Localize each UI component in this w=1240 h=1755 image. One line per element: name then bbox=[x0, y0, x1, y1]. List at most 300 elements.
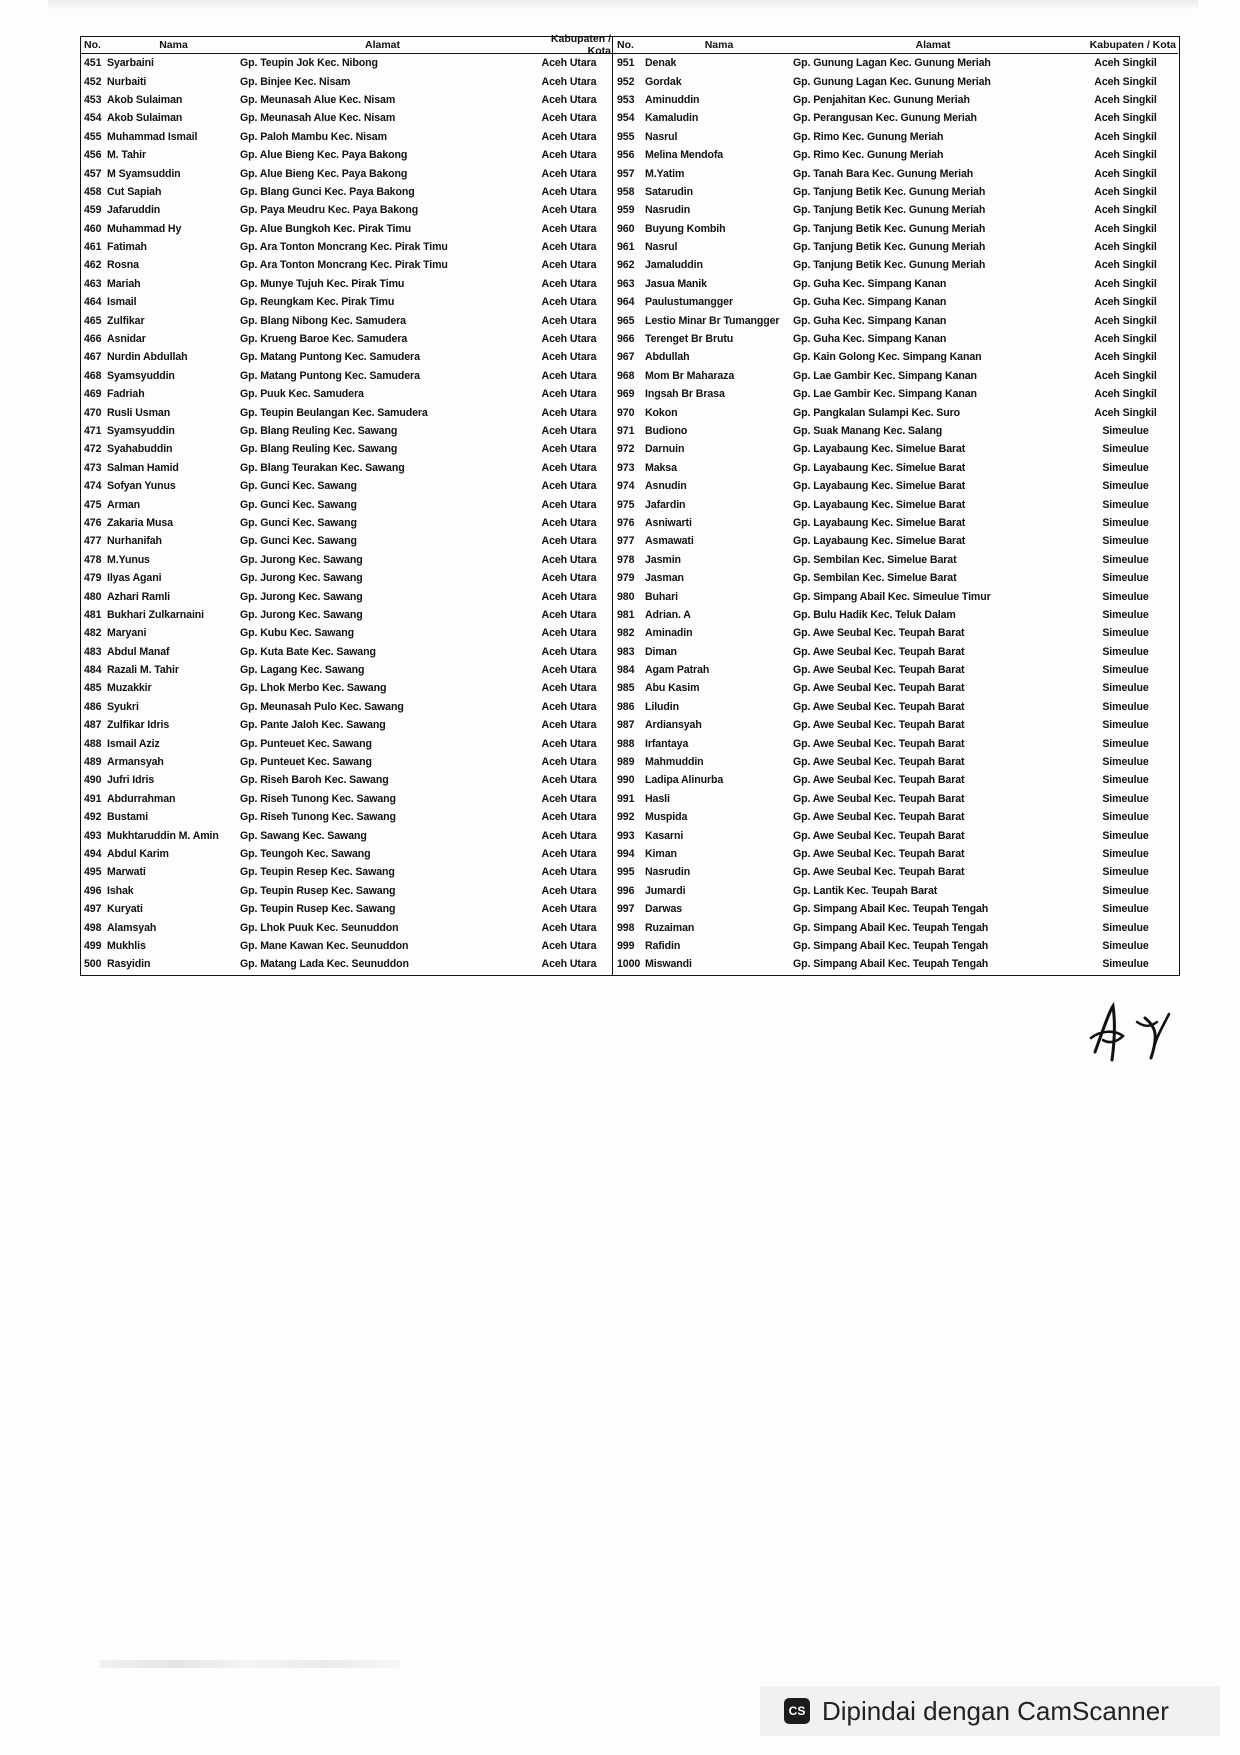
row-alamat: Gp. Ara Tonton Moncrang Kec. Pirak Timu bbox=[240, 241, 448, 254]
table-body-right bbox=[613, 54, 1178, 974]
row-kabupaten: Simeulue bbox=[1102, 866, 1149, 879]
row-kabupaten: Simeulue bbox=[1102, 443, 1149, 456]
row-nama: Rosna bbox=[107, 259, 139, 272]
row-alamat: Gp. Tanjung Betik Kec. Gunung Meriah bbox=[793, 241, 986, 254]
row-nama: Darwas bbox=[645, 903, 683, 916]
row-no: 969 bbox=[617, 388, 635, 401]
row-no: 974 bbox=[617, 480, 635, 493]
row-kabupaten: Simeulue bbox=[1102, 461, 1149, 474]
table-row bbox=[613, 495, 1178, 513]
row-no: 463 bbox=[84, 277, 102, 290]
row-kabupaten: Simeulue bbox=[1102, 700, 1149, 713]
row-no: 977 bbox=[617, 535, 635, 548]
table-row bbox=[613, 403, 1178, 421]
row-nama: Abdul Manaf bbox=[107, 645, 170, 658]
row-no: 477 bbox=[84, 535, 102, 548]
row-no: 967 bbox=[617, 351, 635, 364]
row-kabupaten: Aceh Utara bbox=[541, 553, 597, 566]
row-nama: Jasman bbox=[645, 572, 684, 585]
row-nama: Ingsah Br Brasa bbox=[645, 388, 725, 401]
row-kabupaten: Simeulue bbox=[1102, 774, 1149, 787]
row-no: 455 bbox=[84, 130, 102, 143]
row-no: 459 bbox=[84, 204, 102, 217]
row-nama: Diman bbox=[645, 645, 677, 658]
table-row bbox=[81, 440, 612, 458]
row-alamat: Gp. Simpang Abail Kec. Simeulue Timur bbox=[793, 590, 991, 603]
camscanner-watermark bbox=[760, 1686, 1220, 1736]
row-no: 990 bbox=[617, 774, 635, 787]
row-nama: Abdurrahman bbox=[107, 792, 176, 805]
table-row bbox=[613, 146, 1178, 164]
row-kabupaten: Aceh Singkil bbox=[1094, 222, 1157, 235]
row-kabupaten: Aceh Singkil bbox=[1094, 112, 1157, 125]
row-no: 492 bbox=[84, 811, 102, 824]
table-row bbox=[613, 109, 1178, 127]
row-alamat: Gp. Awe Seubal Kec. Teupah Barat bbox=[793, 847, 965, 860]
table-row bbox=[81, 459, 612, 477]
row-kabupaten: Aceh Utara bbox=[541, 75, 597, 88]
row-alamat: Gp. Simpang Abail Kec. Teupah Tengah bbox=[793, 958, 989, 971]
row-no: 966 bbox=[617, 333, 635, 346]
row-nama: Rafidin bbox=[645, 939, 681, 952]
table-row bbox=[81, 643, 612, 661]
row-no: 467 bbox=[84, 351, 102, 364]
table-row bbox=[613, 937, 1178, 955]
row-nama: Salman Hamid bbox=[107, 461, 179, 474]
table-row bbox=[81, 201, 612, 219]
row-alamat: Gp. Guha Kec. Simpang Kanan bbox=[793, 277, 947, 290]
row-alamat: Gp. Lhok Merbo Kec. Sawang bbox=[240, 682, 387, 695]
table-header-left bbox=[81, 33, 612, 57]
row-nama: Nasrul bbox=[645, 130, 678, 143]
table-row bbox=[81, 661, 612, 679]
row-alamat: Gp. Kuta Bate Kec. Sawang bbox=[240, 645, 376, 658]
row-alamat: Gp. Lantik Kec. Teupah Barat bbox=[793, 884, 938, 897]
row-alamat: Gp. Teungoh Kec. Sawang bbox=[240, 847, 371, 860]
row-nama: Lestio Minar Br Tumangger bbox=[645, 314, 780, 327]
row-no: 986 bbox=[617, 700, 635, 713]
table-row bbox=[613, 201, 1178, 219]
row-alamat: Gp. Tanjung Betik Kec. Gunung Meriah bbox=[793, 185, 986, 198]
row-no: 472 bbox=[84, 443, 102, 456]
row-no: 985 bbox=[617, 682, 635, 695]
table-row bbox=[81, 311, 612, 329]
row-kabupaten: Aceh Utara bbox=[541, 406, 597, 419]
row-alamat: Gp. Tanah Bara Kec. Gunung Meriah bbox=[793, 167, 974, 180]
row-alamat: Gp. Simpang Abail Kec. Teupah Tengah bbox=[793, 903, 989, 916]
row-nama: Jamaluddin bbox=[645, 259, 703, 272]
row-alamat: Gp. Gunung Lagan Kec. Gunung Meriah bbox=[793, 57, 991, 70]
row-nama: Syahabuddin bbox=[107, 443, 173, 456]
row-nama: Mahmuddin bbox=[645, 756, 704, 769]
row-kabupaten: Aceh Singkil bbox=[1094, 167, 1157, 180]
row-nama: Miswandi bbox=[645, 958, 692, 971]
row-no: 493 bbox=[84, 829, 102, 842]
row-kabupaten: Aceh Utara bbox=[541, 590, 597, 603]
row-nama: Marwati bbox=[107, 866, 146, 879]
table-row bbox=[81, 385, 612, 403]
row-alamat: Gp. Alue Bieng Kec. Paya Bakong bbox=[240, 149, 408, 162]
row-no: 984 bbox=[617, 664, 635, 677]
row-kabupaten: Aceh Utara bbox=[541, 737, 597, 750]
row-alamat: Gp. Awe Seubal Kec. Teupah Barat bbox=[793, 682, 965, 695]
row-kabupaten: Aceh Utara bbox=[541, 296, 597, 309]
table-row bbox=[613, 643, 1178, 661]
row-no: 480 bbox=[84, 590, 102, 603]
table-row bbox=[613, 220, 1178, 238]
table-row bbox=[613, 164, 1178, 182]
table-row bbox=[613, 955, 1178, 973]
row-kabupaten: Simeulue bbox=[1102, 884, 1149, 897]
row-alamat: Gp. Awe Seubal Kec. Teupah Barat bbox=[793, 829, 965, 842]
row-kabupaten: Simeulue bbox=[1102, 645, 1149, 658]
table-row bbox=[613, 679, 1178, 697]
row-alamat: Gp. Awe Seubal Kec. Teupah Barat bbox=[793, 645, 965, 658]
row-no: 487 bbox=[84, 719, 102, 732]
row-no: 475 bbox=[84, 498, 102, 511]
row-alamat: Gp. Jurong Kec. Sawang bbox=[240, 590, 363, 603]
row-nama: Kasarni bbox=[645, 829, 684, 842]
table-row bbox=[81, 937, 612, 955]
row-nama: Jafaruddin bbox=[107, 204, 161, 217]
row-kabupaten: Aceh Utara bbox=[541, 829, 597, 842]
table-body-left bbox=[81, 54, 612, 974]
row-alamat: Gp. Tanjung Betik Kec. Gunung Meriah bbox=[793, 259, 986, 272]
row-kabupaten: Aceh Utara bbox=[541, 572, 597, 585]
row-kabupaten: Aceh Utara bbox=[541, 792, 597, 805]
row-no: 500 bbox=[84, 958, 102, 971]
row-no: 489 bbox=[84, 756, 102, 769]
table-row bbox=[81, 495, 612, 513]
row-alamat: Gp. Awe Seubal Kec. Teupah Barat bbox=[793, 756, 965, 769]
row-nama: Asmawati bbox=[645, 535, 694, 548]
row-kabupaten: Aceh Singkil bbox=[1094, 388, 1157, 401]
table-row bbox=[81, 624, 612, 642]
header-kabupaten: Kabupaten / Kota bbox=[550, 33, 611, 57]
row-no: 995 bbox=[617, 866, 635, 879]
row-nama: Zakaria Musa bbox=[107, 516, 173, 529]
table-row bbox=[81, 587, 612, 605]
header-alamat: Alamat bbox=[364, 39, 400, 51]
row-no: 991 bbox=[617, 792, 635, 805]
row-no: 479 bbox=[84, 572, 102, 585]
row-alamat: Gp. Rimo Kec. Gunung Meriah bbox=[793, 149, 944, 162]
row-alamat: Gp. Riseh Tunong Kec. Sawang bbox=[240, 792, 396, 805]
row-no: 490 bbox=[84, 774, 102, 787]
table-row bbox=[81, 54, 612, 72]
table-row bbox=[81, 882, 612, 900]
table-right-half bbox=[613, 37, 1178, 975]
row-nama: Muhammad Hy bbox=[107, 222, 182, 235]
row-kabupaten: Simeulue bbox=[1102, 535, 1149, 548]
row-kabupaten: Aceh Utara bbox=[541, 130, 597, 143]
row-alamat: Gp. Guha Kec. Simpang Kanan bbox=[793, 314, 947, 327]
table-row bbox=[613, 900, 1178, 918]
row-no: 456 bbox=[84, 149, 102, 162]
row-nama: Bukhari Zulkarnaini bbox=[107, 608, 204, 621]
row-nama: Buyung Kombih bbox=[645, 222, 726, 235]
row-alamat: Gp. Gunci Kec. Sawang bbox=[240, 516, 357, 529]
row-no: 452 bbox=[84, 75, 102, 88]
row-alamat: Gp. Layabaung Kec. Simelue Barat bbox=[793, 480, 966, 493]
row-nama: M. Tahir bbox=[107, 149, 147, 162]
table-row bbox=[613, 183, 1178, 201]
row-nama: Bustami bbox=[107, 811, 149, 824]
table-row bbox=[613, 753, 1178, 771]
row-nama: Muhammad Ismail bbox=[107, 130, 198, 143]
row-no: 953 bbox=[617, 93, 635, 106]
row-no: 955 bbox=[617, 130, 635, 143]
row-no: 956 bbox=[617, 149, 635, 162]
row-kabupaten: Simeulue bbox=[1102, 921, 1149, 934]
row-nama: Darnuin bbox=[645, 443, 685, 456]
row-alamat: Gp. Teupin Jok Kec. Nibong bbox=[240, 57, 378, 70]
row-no: 999 bbox=[617, 939, 635, 952]
row-alamat: Gp. Riseh Baroh Kec. Sawang bbox=[240, 774, 389, 787]
row-kabupaten: Aceh Singkil bbox=[1094, 185, 1157, 198]
row-kabupaten: Aceh Singkil bbox=[1094, 406, 1157, 419]
row-nama: Jasmin bbox=[645, 553, 681, 566]
row-kabupaten: Simeulue bbox=[1102, 939, 1149, 952]
row-no: 454 bbox=[84, 112, 102, 125]
row-alamat: Gp. Perangusan Kec. Gunung Meriah bbox=[793, 112, 977, 125]
table-row bbox=[81, 275, 612, 293]
row-alamat: Gp. Matang Puntong Kec. Samudera bbox=[240, 369, 420, 382]
row-kabupaten: Aceh Utara bbox=[541, 498, 597, 511]
row-no: 993 bbox=[617, 829, 635, 842]
scan-smudge bbox=[100, 1660, 400, 1668]
row-nama: Mukhlis bbox=[107, 939, 146, 952]
row-no: 483 bbox=[84, 645, 102, 658]
row-no: 496 bbox=[84, 884, 102, 897]
row-kabupaten: Aceh Utara bbox=[541, 93, 597, 106]
table-row bbox=[81, 918, 612, 936]
row-nama: Rusli Usman bbox=[107, 406, 171, 419]
row-kabupaten: Simeulue bbox=[1102, 480, 1149, 493]
row-alamat: Gp. Pante Jaloh Kec. Sawang bbox=[240, 719, 386, 732]
row-nama: Abu Kasim bbox=[645, 682, 700, 695]
row-alamat: Gp. Awe Seubal Kec. Teupah Barat bbox=[793, 774, 965, 787]
row-nama: Fadriah bbox=[107, 388, 145, 401]
row-alamat: Gp. Teupin Rusep Kec. Sawang bbox=[240, 903, 396, 916]
table-row bbox=[613, 293, 1178, 311]
row-alamat: Gp. Matang Lada Kec. Seunuddon bbox=[240, 958, 409, 971]
row-no: 988 bbox=[617, 737, 635, 750]
table-row bbox=[613, 845, 1178, 863]
row-no: 973 bbox=[617, 461, 635, 474]
row-no: 464 bbox=[84, 296, 102, 309]
row-nama: Muzakkir bbox=[107, 682, 152, 695]
row-kabupaten: Aceh Singkil bbox=[1094, 296, 1157, 309]
row-alamat: Gp. Kain Golong Kec. Simpang Kanan bbox=[793, 351, 982, 364]
row-kabupaten: Aceh Utara bbox=[541, 719, 597, 732]
row-no: 980 bbox=[617, 590, 635, 603]
row-no: 976 bbox=[617, 516, 635, 529]
table-row bbox=[613, 918, 1178, 936]
row-alamat: Gp. Ara Tonton Moncrang Kec. Pirak Timu bbox=[240, 259, 448, 272]
table-row bbox=[613, 863, 1178, 881]
row-nama: Maryani bbox=[107, 627, 147, 640]
row-no: 970 bbox=[617, 406, 635, 419]
row-alamat: Gp. Krueng Baroe Kec. Samudera bbox=[240, 333, 408, 346]
row-nama: Maksa bbox=[645, 461, 677, 474]
row-no: 461 bbox=[84, 241, 102, 254]
table-row bbox=[613, 771, 1178, 789]
row-alamat: Gp. Penjahitan Kec. Gunung Meriah bbox=[793, 93, 970, 106]
table-row bbox=[81, 771, 612, 789]
table-row bbox=[81, 109, 612, 127]
row-nama: Abdul Karim bbox=[107, 847, 169, 860]
row-no: 470 bbox=[84, 406, 102, 419]
row-kabupaten: Aceh Singkil bbox=[1094, 149, 1157, 162]
row-nama: Ismail bbox=[107, 296, 137, 309]
row-alamat: Gp. Reungkam Kec. Pirak Timu bbox=[240, 296, 395, 309]
table-row bbox=[613, 440, 1178, 458]
row-nama: Liludin bbox=[645, 700, 680, 713]
row-no: 989 bbox=[617, 756, 635, 769]
row-nama: Azhari Ramli bbox=[107, 590, 170, 603]
row-nama: Syukri bbox=[107, 700, 139, 713]
row-alamat: Gp. Meunasah Alue Kec. Nisam bbox=[240, 93, 396, 106]
row-nama: Melina Mendofa bbox=[645, 149, 724, 162]
table-row bbox=[613, 238, 1178, 256]
row-alamat: Gp. Blang Gunci Kec. Paya Bakong bbox=[240, 185, 415, 198]
row-no: 992 bbox=[617, 811, 635, 824]
table-row bbox=[613, 661, 1178, 679]
row-alamat: Gp. Paloh Mambu Kec. Nisam bbox=[240, 130, 387, 143]
header-nama: Nama bbox=[159, 39, 188, 51]
row-nama: Agam Patrah bbox=[645, 664, 710, 677]
row-kabupaten: Aceh Singkil bbox=[1094, 204, 1157, 217]
table-row bbox=[81, 146, 612, 164]
table-row bbox=[81, 403, 612, 421]
row-nama: Denak bbox=[645, 57, 677, 70]
row-kabupaten: Simeulue bbox=[1102, 572, 1149, 585]
row-nama: Arman bbox=[107, 498, 141, 511]
table-row bbox=[81, 164, 612, 182]
row-kabupaten: Aceh Utara bbox=[541, 535, 597, 548]
row-alamat: Gp. Punteuet Kec. Sawang bbox=[240, 737, 372, 750]
row-no: 994 bbox=[617, 847, 635, 860]
row-nama: Abdullah bbox=[645, 351, 690, 364]
row-no: 959 bbox=[617, 204, 635, 217]
row-kabupaten: Aceh Utara bbox=[541, 903, 597, 916]
camscanner-logo-icon: CS bbox=[784, 1698, 810, 1724]
row-no: 982 bbox=[617, 627, 635, 640]
row-nama: Nasrudin bbox=[645, 866, 691, 879]
row-no: 460 bbox=[84, 222, 102, 235]
row-no: 481 bbox=[84, 608, 102, 621]
row-no: 466 bbox=[84, 333, 102, 346]
row-alamat: Gp. Blang Teurakan Kec. Sawang bbox=[240, 461, 405, 474]
row-alamat: Gp. Meunasah Alue Kec. Nisam bbox=[240, 112, 396, 125]
row-nama: Kamaludin bbox=[645, 112, 699, 125]
row-nama: Jufri Idris bbox=[107, 774, 155, 787]
row-alamat: Gp. Kubu Kec. Sawang bbox=[240, 627, 354, 640]
row-kabupaten: Simeulue bbox=[1102, 829, 1149, 842]
row-kabupaten: Simeulue bbox=[1102, 608, 1149, 621]
row-no: 996 bbox=[617, 884, 635, 897]
row-nama: Gordak bbox=[645, 75, 682, 88]
row-no: 468 bbox=[84, 369, 102, 382]
row-alamat: Gp. Lae Gambir Kec. Simpang Kanan bbox=[793, 369, 977, 382]
row-kabupaten: Aceh Utara bbox=[541, 443, 597, 456]
row-no: 469 bbox=[84, 388, 102, 401]
row-alamat: Gp. Layabaung Kec. Simelue Barat bbox=[793, 535, 966, 548]
row-no: 971 bbox=[617, 425, 635, 437]
row-alamat: Gp. Awe Seubal Kec. Teupah Barat bbox=[793, 700, 965, 713]
row-nama: Jasua Manik bbox=[645, 277, 707, 290]
table-row bbox=[81, 679, 612, 697]
row-kabupaten: Simeulue bbox=[1102, 553, 1149, 566]
row-kabupaten: Simeulue bbox=[1102, 847, 1149, 860]
row-kabupaten: Aceh Utara bbox=[541, 222, 597, 235]
table-row bbox=[81, 900, 612, 918]
row-kabupaten: Aceh Utara bbox=[541, 314, 597, 327]
row-kabupaten: Aceh Utara bbox=[541, 204, 597, 217]
row-no: 495 bbox=[84, 866, 102, 879]
row-nama: Ilyas Agani bbox=[107, 572, 162, 585]
row-no: 453 bbox=[84, 93, 102, 106]
row-alamat: Gp. Paya Meudru Kec. Paya Bakong bbox=[240, 204, 419, 217]
table-row bbox=[613, 128, 1178, 146]
row-no: 482 bbox=[84, 627, 102, 640]
table-row bbox=[81, 183, 612, 201]
row-alamat: Gp. Munye Tujuh Kec. Pirak Timu bbox=[240, 277, 405, 290]
table-row bbox=[613, 532, 1178, 550]
row-alamat: Gp. Tanjung Betik Kec. Gunung Meriah bbox=[793, 222, 986, 235]
table-row bbox=[613, 624, 1178, 642]
row-nama: Akob Sulaiman bbox=[107, 112, 183, 125]
row-nama: Hasli bbox=[645, 792, 670, 805]
row-kabupaten: Aceh Utara bbox=[541, 351, 597, 364]
row-kabupaten: Aceh Utara bbox=[541, 369, 597, 382]
table-row bbox=[81, 569, 612, 587]
row-kabupaten: Aceh Singkil bbox=[1094, 75, 1157, 88]
row-nama: Nasrul bbox=[645, 241, 678, 254]
row-nama: Asnidar bbox=[107, 333, 146, 346]
row-no: 965 bbox=[617, 314, 635, 327]
row-alamat: Gp. Sawang Kec. Sawang bbox=[240, 829, 367, 842]
row-alamat: Gp. Gunci Kec. Sawang bbox=[240, 535, 357, 548]
row-kabupaten: Aceh Singkil bbox=[1094, 333, 1157, 346]
row-kabupaten: Aceh Utara bbox=[541, 847, 597, 860]
row-alamat: Gp. Layabaung Kec. Simelue Barat bbox=[793, 461, 966, 474]
table-row bbox=[613, 72, 1178, 90]
row-nama: Buhari bbox=[645, 590, 678, 603]
row-nama: M Syamsuddin bbox=[107, 167, 181, 180]
row-alamat: Gp. Bulu Hadik Kec. Teluk Dalam bbox=[793, 608, 956, 621]
row-nama: Mom Br Maharaza bbox=[645, 369, 735, 382]
row-alamat: Gp. Punteuet Kec. Sawang bbox=[240, 756, 372, 769]
row-kabupaten: Simeulue bbox=[1102, 811, 1149, 824]
row-kabupaten: Aceh Singkil bbox=[1094, 57, 1157, 70]
row-alamat: Gp. Guha Kec. Simpang Kanan bbox=[793, 333, 947, 346]
row-alamat: Gp. Awe Seubal Kec. Teupah Barat bbox=[793, 627, 965, 640]
table-row bbox=[81, 863, 612, 881]
table-row bbox=[81, 716, 612, 734]
row-kabupaten: Simeulue bbox=[1102, 498, 1149, 511]
row-nama: Aminuddin bbox=[645, 93, 700, 106]
handwritten-signature-icon bbox=[1085, 1000, 1195, 1070]
row-alamat: Gp. Awe Seubal Kec. Teupah Barat bbox=[793, 737, 965, 750]
row-alamat: Gp. Layabaung Kec. Simelue Barat bbox=[793, 516, 966, 529]
table-row bbox=[613, 716, 1178, 734]
row-kabupaten: Aceh Utara bbox=[541, 756, 597, 769]
header-no: No. bbox=[617, 39, 634, 51]
table-row bbox=[613, 514, 1178, 532]
row-no: 488 bbox=[84, 737, 102, 750]
